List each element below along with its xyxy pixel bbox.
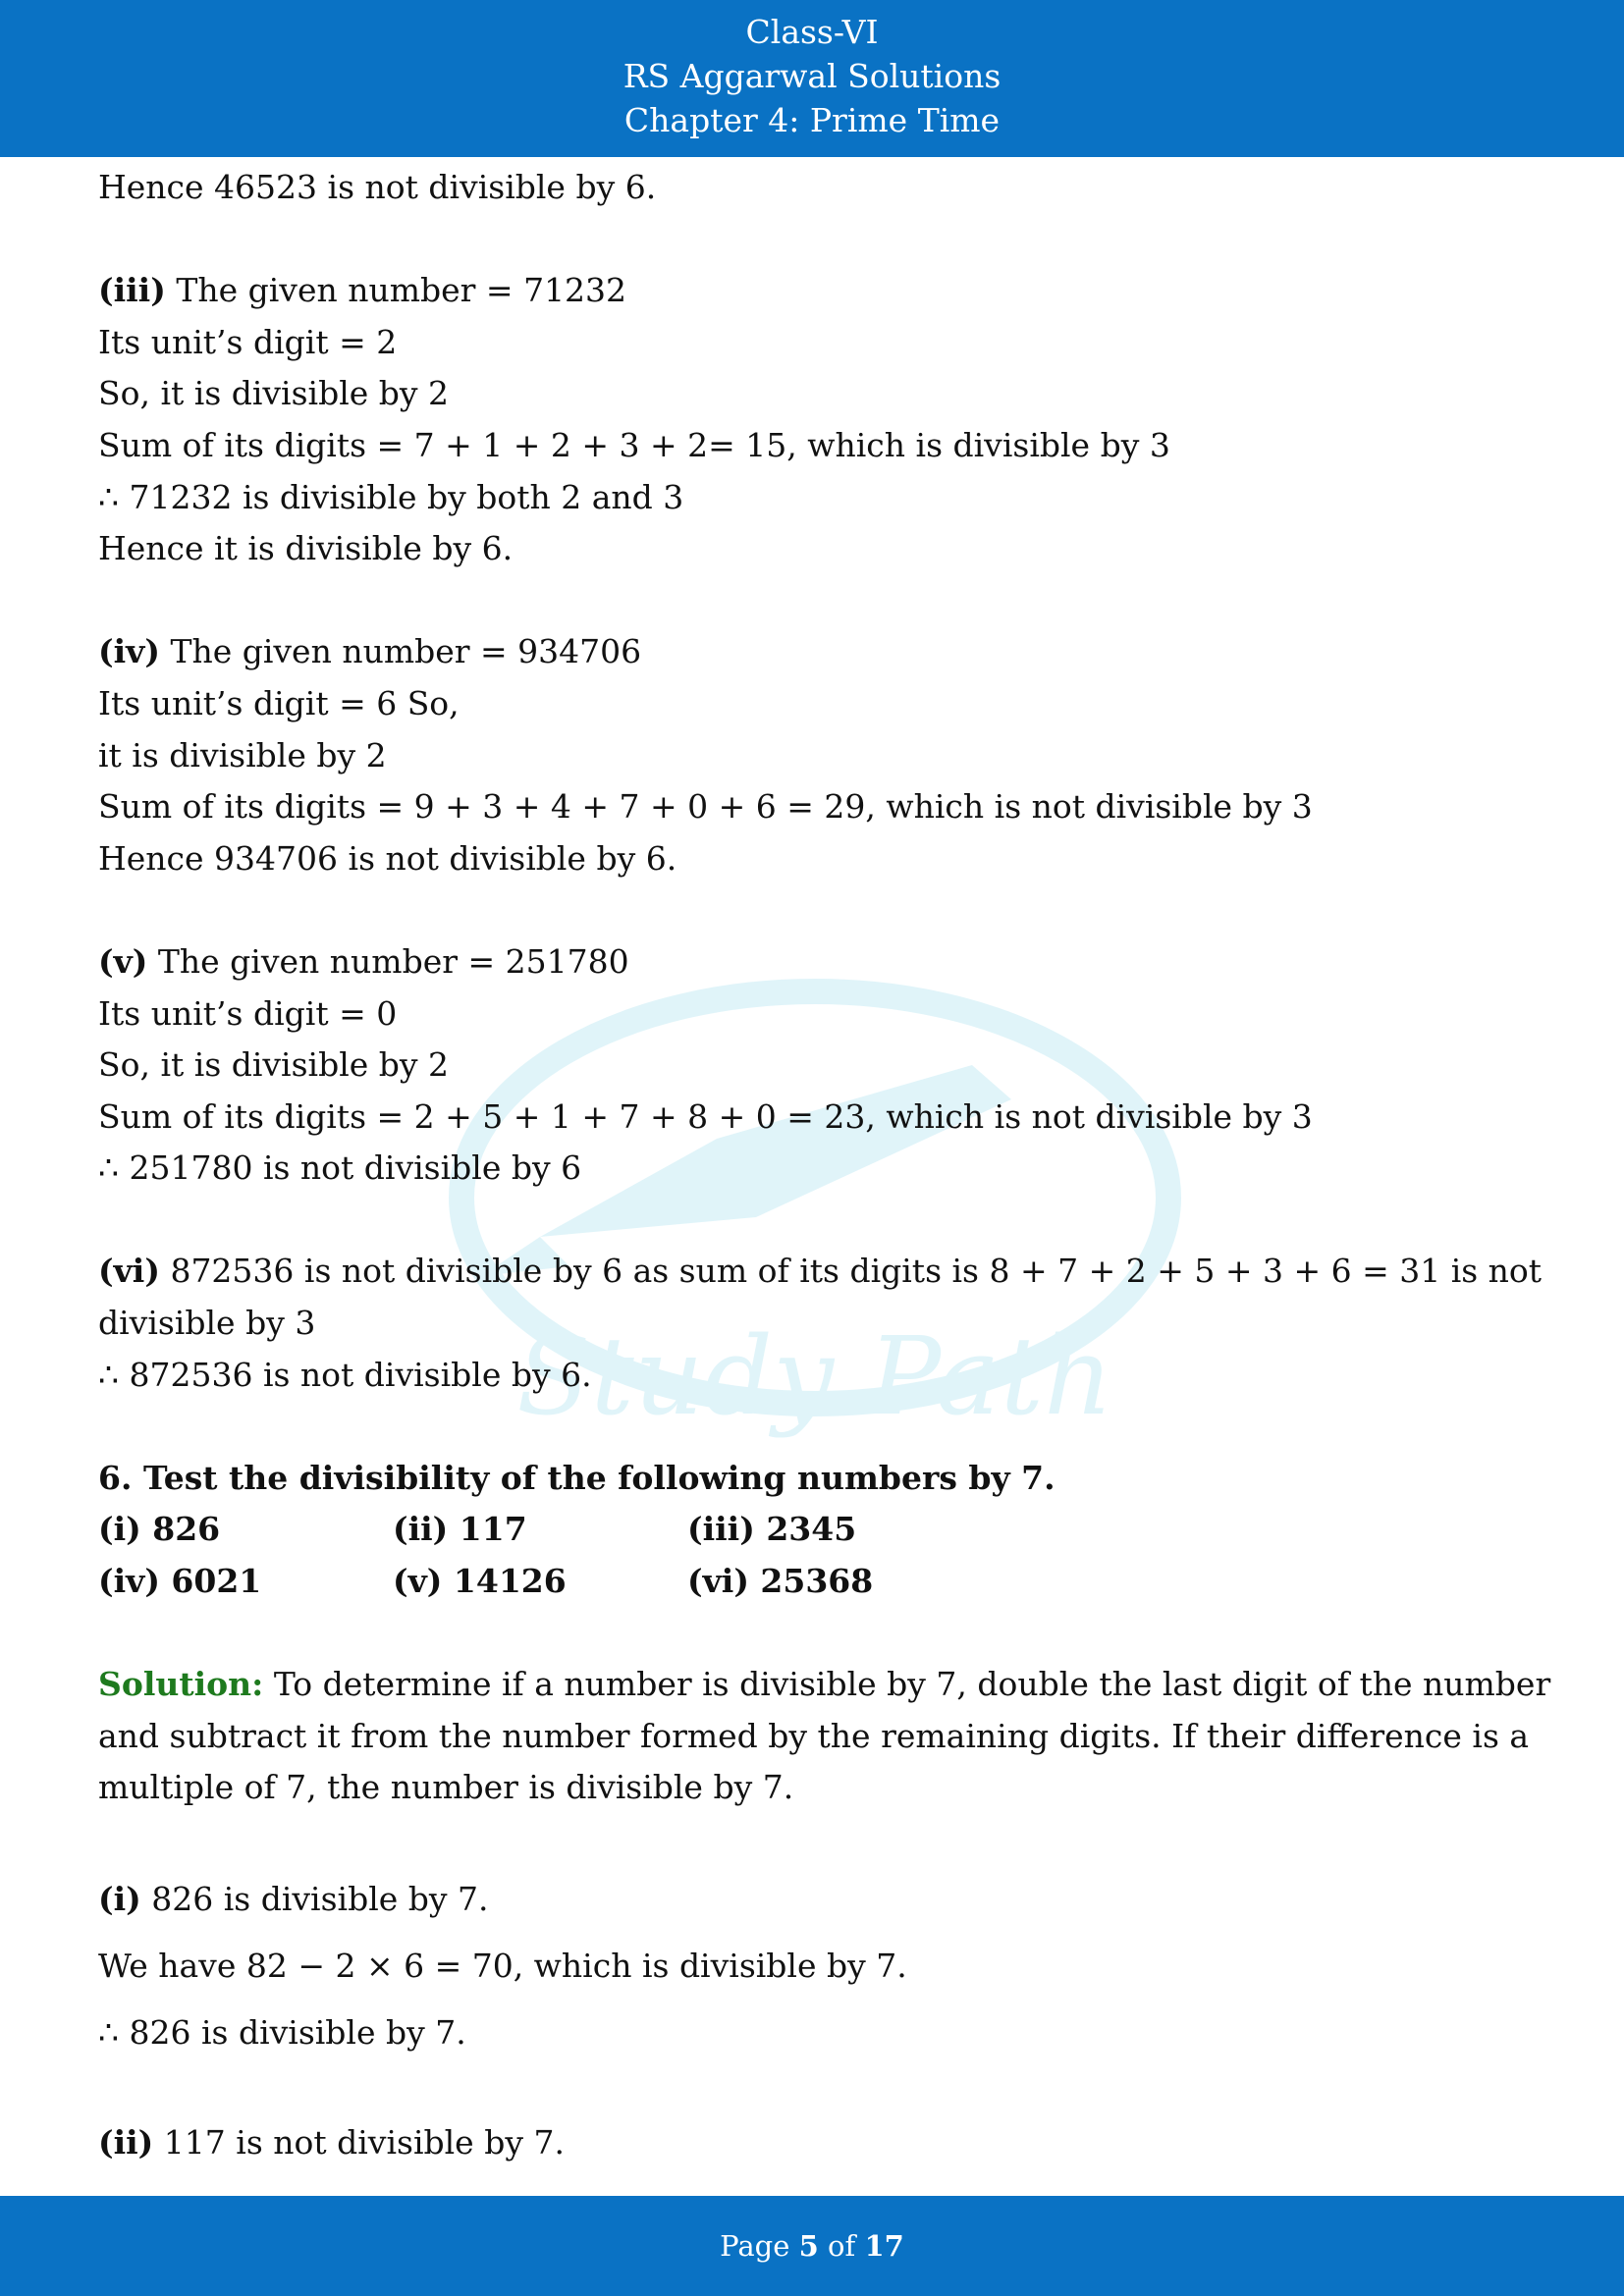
header-class: Class-VI: [745, 13, 879, 51]
part-ii-conclusion: Hence 46523 is not divisible by 6.: [98, 168, 657, 206]
option: (vi) 25368: [687, 1562, 874, 1601]
option: (v) 14126: [393, 1562, 567, 1601]
page-prefix: Page: [720, 2229, 799, 2263]
part-iv-heading: [98, 626, 1522, 678]
text-line: Sum of its digits = 9 + 3 + 4 + 7 + 0 + 6 = 29, which is not divisible by 3: [98, 787, 1313, 827]
part-text: The given number = 71232: [165, 271, 627, 310]
option: (iv) 6021: [98, 1562, 262, 1601]
question-options-row: [98, 1556, 1522, 1608]
text-line: So, it is divisible by 2: [98, 374, 450, 413]
part-label: (iii): [98, 271, 166, 310]
solution-intro: [98, 1659, 1551, 1711]
text-line: Its unit’s digit = 6 So,: [98, 683, 460, 722]
header-chapter: Chapter 4: Prime Time: [623, 101, 1001, 139]
page-header: [0, 0, 1624, 157]
text-line: multiple of 7, the number is divisible by 7.: [98, 1768, 794, 1807]
text-line: ∴ 251780 is not divisible by 6: [98, 1148, 582, 1188]
text-line: Its unit’s digit = 0: [98, 993, 398, 1033]
text-line: Sum of its digits = 2 + 5 + 1 + 7 + 8 + 0 = 23, which is not divisible by 3: [98, 1096, 1313, 1136]
option: (i) 826: [98, 1510, 221, 1549]
question-6-title: 6. Test the divisibility of the following numbers by 7.: [98, 1458, 1056, 1497]
part-label: (ii): [98, 2123, 154, 2163]
solution-label: Solution:: [98, 1665, 264, 1704]
page-of: of: [818, 2229, 865, 2263]
question-options-row: [98, 1504, 1522, 1556]
current-page: 5: [798, 2229, 819, 2263]
part-v-heading: [98, 936, 1522, 988]
total-pages: 17: [864, 2229, 904, 2263]
part-text: 117 is not divisible by 7.: [153, 2123, 565, 2163]
watermark-text: Study Path: [516, 1313, 1113, 1439]
header-book-title: RS Aggarwal Solutions: [623, 57, 1001, 95]
text-line: it is divisible by 2: [98, 735, 387, 774]
solution-part-i-heading: [98, 1866, 1522, 1933]
option: (iii) 2345: [687, 1510, 857, 1549]
document-body: [98, 162, 1551, 2169]
part-label: (iv): [98, 632, 160, 671]
part-text: The given number = 934706: [159, 632, 642, 671]
part-text: 872536 is not divisible by 6 as sum of its digits is 8 + 7 + 2 + 5 + 3 + 6 = 31 is not: [159, 1252, 1543, 1291]
option: (ii) 117: [393, 1510, 527, 1549]
solution-text: To determine if a number is divisible by 7, double the last digit of the number: [263, 1665, 1551, 1704]
text-line: So, it is divisible by 2: [98, 1045, 450, 1085]
text-line: Sum of its digits = 7 + 1 + 2 + 3 + 2= 15, which is divisible by 3: [98, 425, 1170, 464]
text-line: ∴ 872536 is not divisible by 6.: [98, 1355, 592, 1394]
solution-part-ii-heading: [98, 2117, 1522, 2169]
part-label: (vi): [98, 1252, 160, 1291]
text-line: Its unit’s digit = 2: [98, 322, 398, 361]
page-footer: [0, 2196, 1624, 2296]
part-vi-heading: [98, 1246, 1543, 1298]
part-text: 826 is divisible by 7.: [140, 1879, 489, 1918]
text-line: We have 82 − 2 × 6 = 70, which is divisible by 7.: [98, 1946, 907, 1985]
text-line: ∴ 71232 is divisible by both 2 and 3: [98, 477, 684, 516]
part-iii-heading: [98, 265, 1522, 317]
text-line: Hence it is divisible by 6.: [98, 529, 514, 568]
part-label: (i): [98, 1879, 141, 1918]
part-label: (v): [98, 941, 148, 981]
text-line: divisible by 3: [98, 1304, 316, 1343]
text-line: and subtract it from the number formed by the remaining digits. If their difference is a: [98, 1716, 1530, 1755]
text-line: ∴ 826 is divisible by 7.: [98, 2012, 466, 2052]
text-line: Hence 934706 is not divisible by 6.: [98, 838, 677, 878]
part-text: The given number = 251780: [147, 941, 629, 981]
